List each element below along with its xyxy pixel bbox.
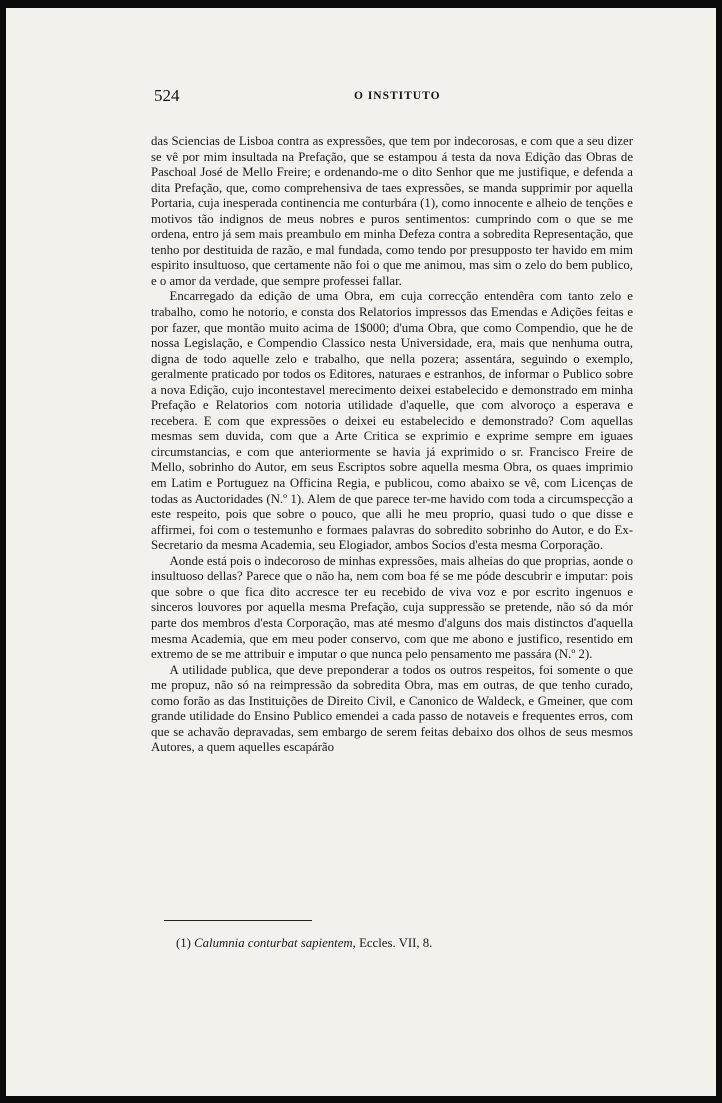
paragraph-4: A utilidade publica, que deve preponderar a todos os outros respeitos, foi somente o que me propuz, não só na reimpressão da sobredita Obra, mas em outras, de que tenho curado, como forão as das Instituições de Direito Civil, e Canonico de Waldeck, e Gmeiner, que com grande utilidade do Ensino Publico emendei a cada passo de notaveis e frequentes erros, com que se achavão depravadas, sem embargo de serem feitas debaixo dos olhos de seus mesmos Autores, a quem aquelles escapárão [151,662,633,755]
scanned-page [6,8,716,1096]
body-text [151,134,633,756]
paragraph-2: Encarregado da edição de uma Obra, em cuja correcção entendêra com tanto zelo e trabalho, como he notorio, e consta dos Relatorios impressos das Emendas e Adições feitas e por fazer, que montão muito acima de 1$000; d'uma Obra, que como Compendio, que he de nossa Legislação, e Compendio Classico nesta Universidade, era, mais que nenhuma outra, digna de todo aquelle zelo e trabalho, que nella pozera; assentára, seguindo o exemplo, geralmente praticado por todos os Editores, naturaes e estranhos, de informar o Publico sobre a nova Edição, cujo incontestavel merecimento deixei estabelecido e demonstrado em minha Prefação e Relatorios com notoria utilidade d'aquelle, que com alvoroço a esperava e recebera. E com que expressões o deixei eu estabelecido e demonstrado? Com aquellas mesmas sem duvida, com que a Arte Critica se exprimio e exprime sempre em iguaes circumstancias, e com que anteriormente se havia já exprimido o sr. Francisco Freire de Mello, sobrinho do Autor, em seus Escriptos sobre aquella mesma Obra, os quaes imprimio em Latim e Portuguez na Officina Regia, e publicou, como abaixo se vê, com Licenças de todas as Auctoridades (N.º 1). Alem de que parece ter-me havido com toda a circumspecção a este respeito, pois que sobre o pouco, que alli he meu proprio, quasi tudo o que disse e affirmei, foi com o testemunho e formaes palavras do sobredito sobrinho do Autor, e do Ex-Secretario da mesma Academia, seu Elogiador, ambos Socios d'esta mesma Corporação. [151,289,633,553]
paragraph-3: Aonde está pois o indecoroso de minhas expressões, mais alheias do que proprias, aonde o insultuoso dellas? Parece que o não ha, nem com boa fé se me póde descubrir e imputar: pois que sobre o que fica dito accresce ter eu recebido de viva voz e por escrito ingenuos e sinceros louvores por aquella mesma Prefação, cuja suppressão se pretende, não só da mór parte dos membros d'esta Corporação, mas até mesmo d'alguns dos mais distinctos d'aquella mesma Academia, que em meu poder conservo, com que me abono e justifico, resentido em extremo de se me attribuir e imputar o que nunca pelo pensamento me passára (N.º 2). [151,553,633,662]
footnote [176,936,616,951]
running-title: O INSTITUTO [354,90,441,102]
footnote-rule [164,920,312,921]
footnote-reference: Eccles. VII, 8. [359,936,433,950]
footnote-marker: (1) [176,936,191,950]
paragraph-1: das Sciencias de Lisboa contra as expressões, que tem por indecorosas, e com que a seu dizer se vê por mim insultada na Prefação, que se estampou á testa da nova Edição das Obras de Paschoal José de Mello Freire; e ordenando-me o dito Senhor que me justifique, e defenda a dita Prefação, que, como comprehensiva de taes expressões, se manda supprimir por aquella Portaria, cuja inesperada continencia me conturbára (1), como innocente e alheio de tenções e motivos tão indignos de meus nobres e puros sentimentos: cumprindo com o que se me ordena, entro já sem mais preambulo em minha Defeza contra a sobredita Representação, que tenho por destituida de razão, e mal fundada, como tendo por presupposto ter havido em mim espirito insultuoso, que certamente não foi o que me animou, mas sim o zelo do bem publico, e o amor da verdade, que sempre professei fallar. [151,134,633,288]
footnote-citation: Calumnia conturbat sapientem, [194,936,356,950]
page-number: 524 [154,86,180,105]
page-header [154,86,634,108]
